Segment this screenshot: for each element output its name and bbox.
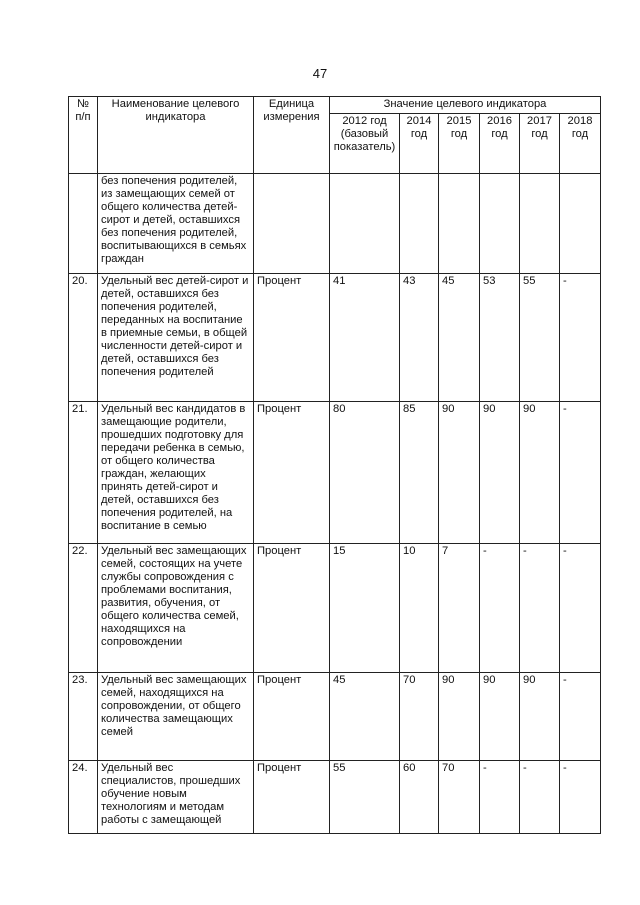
row-value: 70 <box>400 673 439 761</box>
header-values-group: Значение целевого индикатора <box>330 97 601 114</box>
row-value: 90 <box>520 402 560 544</box>
header-num: № п/п <box>69 97 98 174</box>
row-name: Удельный вес кандидатов в замещающие родители, прошедших подготовку для передачи ребенка в семью, от общего количества граждан, желающих принять детей-сирот и детей, оставшихся без попечения родителей, на воспитание в семью <box>98 402 254 544</box>
row-value: - <box>560 544 601 673</box>
table-row <box>69 761 601 834</box>
row-name: без попечения родителей, из замещающих семей от общего количества детей-сирот и детей, оставшихся без попечения родителей, воспитывающихся в семьях граждан <box>98 174 254 274</box>
page-number: 47 <box>312 66 328 81</box>
row-value: 53 <box>480 274 520 402</box>
row-value <box>330 174 400 274</box>
row-value: 90 <box>480 402 520 544</box>
row-num: 24. <box>69 761 98 834</box>
row-num: 21. <box>69 402 98 544</box>
row-num <box>69 174 98 274</box>
row-value: 45 <box>439 274 480 402</box>
row-value: 70 <box>439 761 480 834</box>
row-num: 22. <box>69 544 98 673</box>
table-row <box>69 544 601 673</box>
row-name: Удельный вес специалистов, прошедших обучение новым технологиям и методам работы с замещающей <box>98 761 254 834</box>
row-value <box>520 174 560 274</box>
header-year: 2016 год <box>480 114 520 174</box>
row-value: - <box>520 544 560 673</box>
row-value <box>480 174 520 274</box>
row-unit: Процент <box>254 673 330 761</box>
row-num: 23. <box>69 673 98 761</box>
row-value <box>439 174 480 274</box>
header-year: 2015 год <box>439 114 480 174</box>
row-value: 80 <box>330 402 400 544</box>
row-value <box>400 174 439 274</box>
row-value: - <box>520 761 560 834</box>
row-value: 90 <box>480 673 520 761</box>
row-value: - <box>480 544 520 673</box>
row-value <box>560 174 601 274</box>
table-row <box>69 274 601 402</box>
header-year: 2018 год <box>560 114 601 174</box>
row-unit: Процент <box>254 761 330 834</box>
row-value: - <box>560 402 601 544</box>
table-row <box>69 673 601 761</box>
row-value: 85 <box>400 402 439 544</box>
row-value: 90 <box>439 402 480 544</box>
header-year: 2012 год (базовый показатель) <box>330 114 400 174</box>
row-value: 7 <box>439 544 480 673</box>
row-unit: Процент <box>254 544 330 673</box>
row-name: Удельный вес детей-сирот и детей, оставшихся без попечения родителей, переданных на воспитание в приемные семьи, в общей численности детей-сирот и детей, оставшихся без попечения родителей <box>98 274 254 402</box>
row-value: - <box>480 761 520 834</box>
header-unit: Единица измерения <box>254 97 330 174</box>
table-row <box>69 402 601 544</box>
row-value: 55 <box>520 274 560 402</box>
header-name: Наименование целевого индикатора <box>98 97 254 174</box>
row-unit: Процент <box>254 402 330 544</box>
row-name: Удельный вес замещающих семей, состоящих на учете службы сопровождения с проблемами воспитания, развития, обучения, от общего количества семей, находящихся на сопровождении <box>98 544 254 673</box>
row-value: 90 <box>439 673 480 761</box>
row-value: 90 <box>520 673 560 761</box>
row-unit <box>254 174 330 274</box>
row-unit: Процент <box>254 274 330 402</box>
header-year: 2017 год <box>520 114 560 174</box>
row-name: Удельный вес замещающих семей, находящихся на сопровождении, от общего количества замещающих семей <box>98 673 254 761</box>
row-value: - <box>560 274 601 402</box>
header-year: 2014 год <box>400 114 439 174</box>
row-value: 55 <box>330 761 400 834</box>
row-value: - <box>560 673 601 761</box>
row-value: 15 <box>330 544 400 673</box>
row-value: 45 <box>330 673 400 761</box>
table-row <box>69 174 601 274</box>
row-value: 60 <box>400 761 439 834</box>
row-value: - <box>560 761 601 834</box>
row-value: 10 <box>400 544 439 673</box>
row-num: 20. <box>69 274 98 402</box>
indicators-table <box>68 96 601 834</box>
row-value: 41 <box>330 274 400 402</box>
row-value: 43 <box>400 274 439 402</box>
